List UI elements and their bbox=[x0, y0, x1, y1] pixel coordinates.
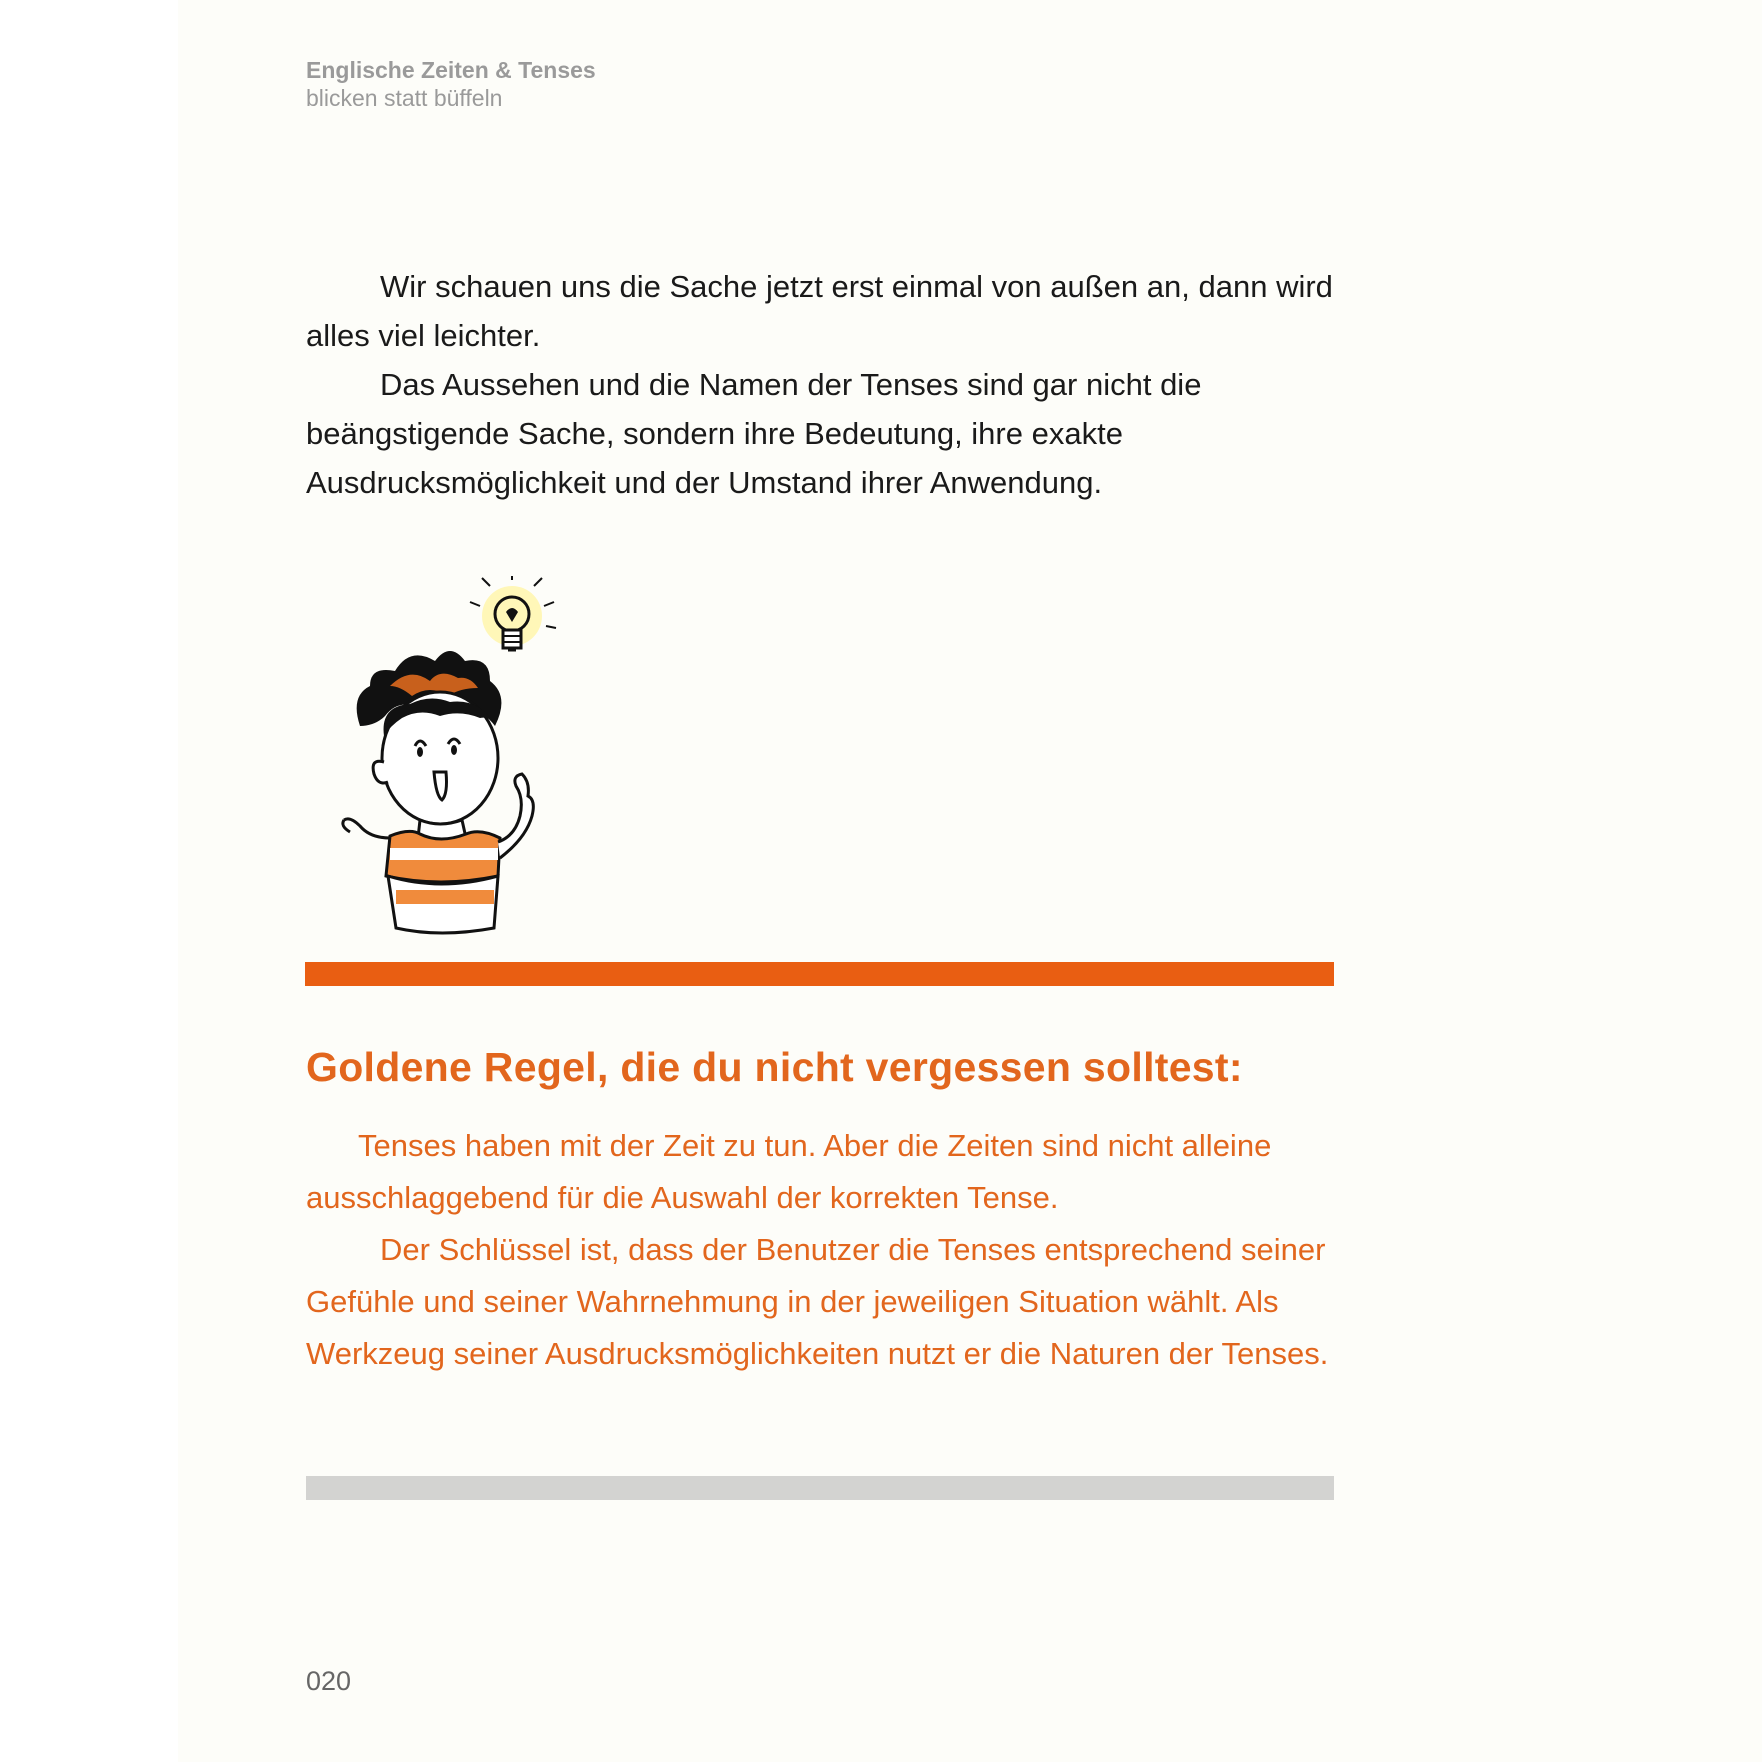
gray-divider bbox=[306, 1476, 1334, 1500]
rule-paragraph-1: Tenses haben mit der Zeit zu tun. Aber die Zeiten sind nicht alleine ausschlaggebend für die Auswahl der korrekten Tense. bbox=[306, 1128, 1272, 1215]
golden-rule-text bbox=[306, 1120, 1366, 1380]
intro-paragraph-2: Das Aussehen und die Namen der Tenses sind gar nicht die beängstigende Sache, sondern ihre Bedeutung, ihre exakte Ausdrucksmöglichkeit und der Umstand ihrer Anwendung. bbox=[306, 367, 1202, 500]
book-subtitle: blicken statt büffeln bbox=[306, 85, 503, 111]
intro-text bbox=[306, 262, 1356, 507]
boy-with-lightbulb-icon bbox=[340, 576, 570, 956]
running-head bbox=[306, 56, 596, 112]
orange-divider bbox=[305, 962, 1334, 986]
book-title: Englische Zeiten & Tenses bbox=[306, 57, 596, 83]
golden-rule-heading: Goldene Regel, die du nicht vergessen solltest: bbox=[306, 1044, 1243, 1090]
rule-paragraph-2: Der Schlüssel ist, dass der Benutzer die Tenses entsprechend seiner Gefühle und seiner Wahrnehmung in der jeweiligen Situation wählt. Als Werkzeug seiner Ausdrucksmöglichkeiten nutzt er die Naturen der Tenses. bbox=[306, 1232, 1329, 1371]
page-number: 020 bbox=[306, 1666, 352, 1696]
intro-paragraph-1: Wir schauen uns die Sache jetzt erst einmal von außen an, dann wird alles viel leichter. bbox=[306, 269, 1333, 353]
lightbulb-icon bbox=[470, 576, 556, 650]
